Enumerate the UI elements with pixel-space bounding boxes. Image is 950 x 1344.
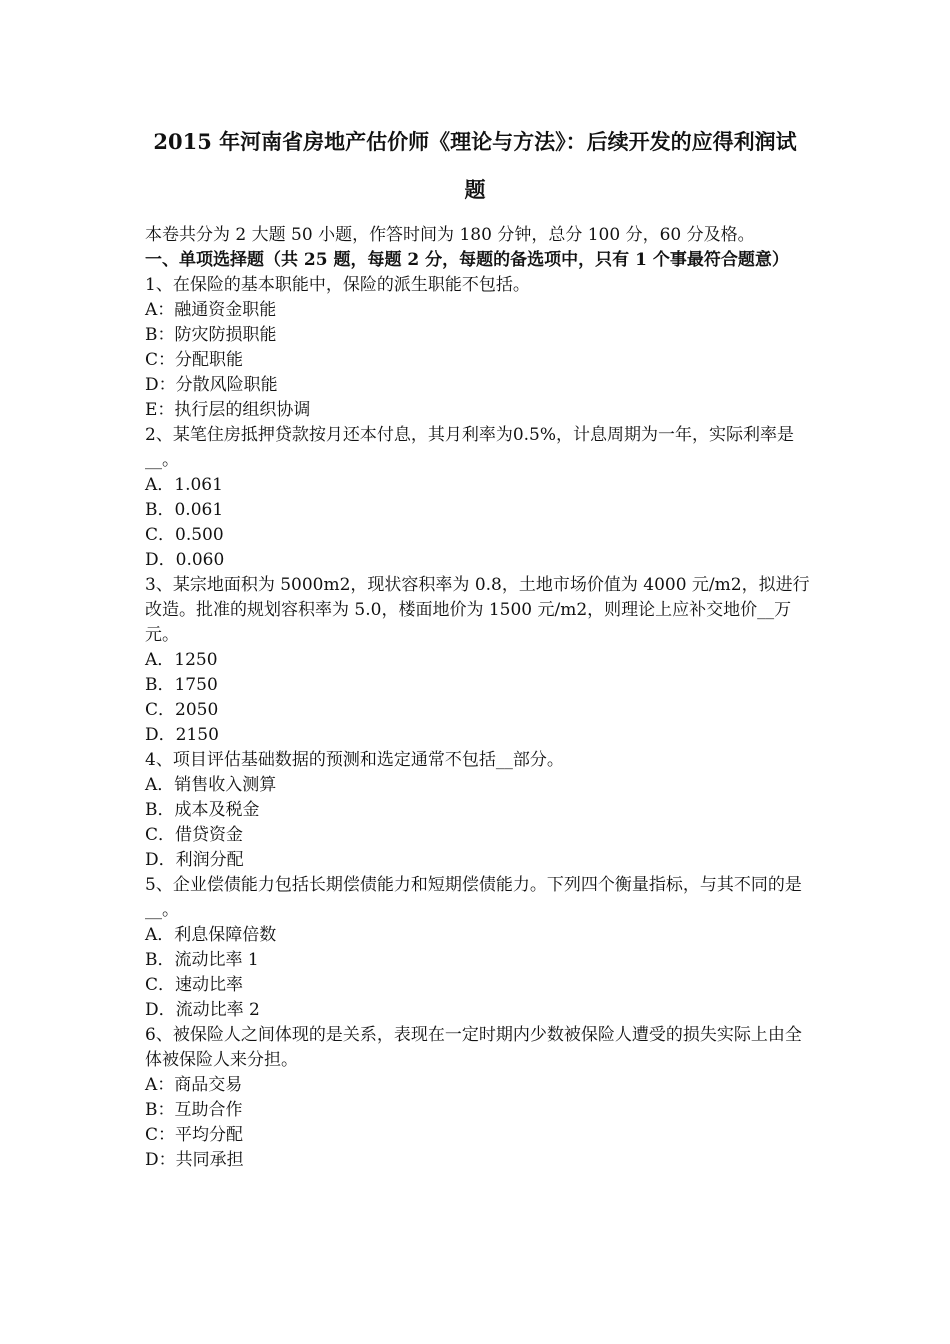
document-title-line-2: 题: [464, 177, 486, 202]
option-item: B．成本及税金: [145, 800, 260, 820]
option-item: D．0.060: [145, 550, 225, 570]
document-body: [145, 223, 817, 1173]
question-block: [145, 273, 817, 423]
option-item: C：分配职能: [145, 350, 244, 370]
option-item: C．0.500: [145, 525, 224, 545]
option-item: D．流动比率 2: [145, 1000, 260, 1020]
option-item: A．1250: [145, 650, 218, 670]
question-text: 4、项目评估基础数据的预测和选定通常不包括__部分。: [145, 750, 564, 770]
option-item: D．利润分配: [145, 850, 244, 870]
question-block: [145, 873, 817, 1023]
option-item: A．利息保障倍数: [145, 925, 277, 945]
option-item: C．速动比率: [145, 975, 244, 995]
option-item: B．0.061: [145, 500, 224, 520]
question-block: [145, 748, 817, 873]
option-item: A：融通资金职能: [145, 300, 277, 320]
option-item: B．1750: [145, 675, 218, 695]
question-text: 2、某笔住房抵押贷款按月还本付息，其月利率为0.5%，计息周期为一年，实际利率是__。: [145, 425, 795, 470]
question-text: 3、某宗地面积为 5000m2，现状容积率为 0.8，土地市场价值为 4000 元/m2，拟进行改造。批准的规划容积率为 5.0，楼面地价为 1500 元/m2，则理论上应补交地价__万元。: [145, 575, 810, 645]
option-item: D．2150: [145, 725, 219, 745]
document-title-line-1: 2015 年河南省房地产估价师《理论与方法》：后续开发的应得利润试: [153, 129, 797, 154]
exam-intro: 本卷共分为 2 大题 50 小题，作答时间为 180 分钟，总分 100 分，60 分及格。: [145, 225, 755, 245]
question-text: 6、被保险人之间体现的是关系，表现在一定时期内少数被保险人遭受的损失实际上由全体被保险人来分担。: [145, 1025, 802, 1070]
option-item: D：共同承担: [145, 1150, 244, 1170]
option-item: C．2050: [145, 700, 219, 720]
section-heading: 一、单项选择题（共 25 题，每题 2 分，每题的备选项中，只有 1 个事最符合题意）: [145, 250, 789, 270]
option-item: B：互助合作: [145, 1100, 243, 1120]
option-item: C．借贷资金: [145, 825, 244, 845]
option-item: A．1.061: [145, 475, 223, 495]
option-item: B：防灾防损职能: [145, 325, 277, 345]
option-item: C：平均分配: [145, 1125, 244, 1145]
question-block: [145, 573, 817, 748]
option-item: E：执行层的组织协调: [145, 400, 311, 420]
option-item: B．流动比率 1: [145, 950, 259, 970]
question-block: [145, 1023, 817, 1173]
option-item: A：商品交易: [145, 1075, 243, 1095]
question-text: 1、在保险的基本职能中，保险的派生职能不包括。: [145, 275, 530, 295]
option-item: D：分散风险职能: [145, 375, 278, 395]
question-text: 5、企业偿债能力包括长期偿债能力和短期偿债能力。下列四个衡量指标，与其不同的是__。: [145, 875, 802, 920]
option-item: A．销售收入测算: [145, 775, 277, 795]
question-block: [145, 423, 817, 573]
